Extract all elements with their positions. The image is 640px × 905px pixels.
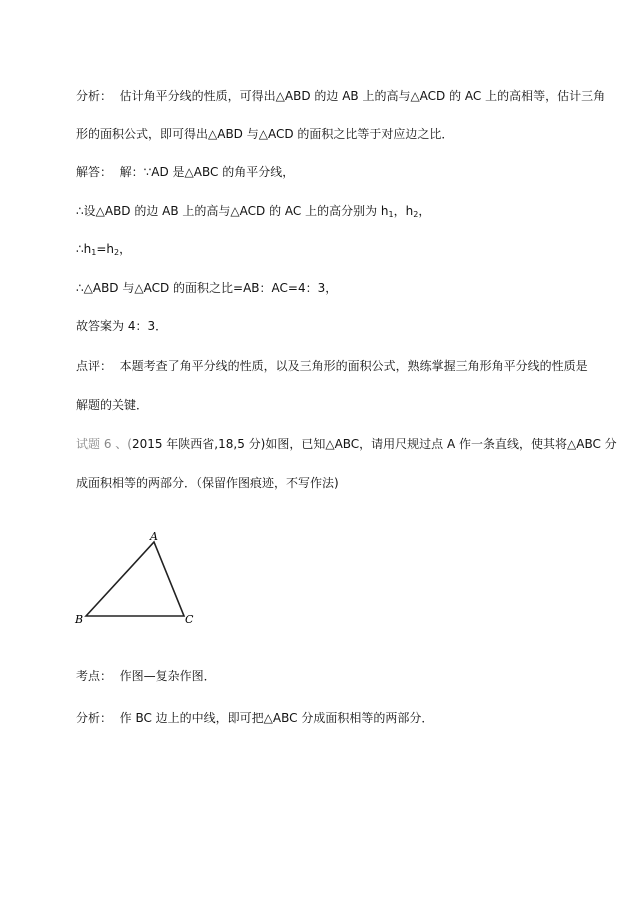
triangle-abc (86, 542, 184, 616)
analysis-2-line (76, 710, 433, 726)
comment-line-2 (76, 397, 148, 413)
analysis-2-label: 分析： (76, 711, 113, 725)
solution-line-1 (76, 164, 294, 180)
analysis-1-line-2 (76, 126, 453, 142)
solution-step-text: =h (96, 242, 115, 256)
kaodian-label: 考点： (76, 669, 113, 683)
problem-6-prefix: 试题 6 、( (76, 437, 132, 451)
solution-label: 解答： (76, 165, 113, 179)
comment-text: 本题考查了角平分线的性质，以及三角形的面积公式，熟练掌握三角形角平分线的性质是 (119, 359, 588, 373)
solution-step-text: ∴h (76, 242, 92, 256)
solution-text: 解：∵AD 是△ABC 的角平分线， (119, 165, 295, 179)
subscript: 1 (91, 248, 97, 257)
vertex-label-c: C (185, 613, 194, 626)
vertex-label-b: B (75, 613, 84, 626)
comment-line-1 (76, 358, 588, 374)
problem-6-text: 2015 年陕西省,18,5 分)如图，已知△ABC，请用尺规过点 A 作一条直线，使其将△ABC 分 (131, 437, 617, 451)
problem-6-text-cont: 成面积相等的两部分．（保留作图痕迹，不写作法) (76, 476, 339, 490)
analysis-2-text: 作 BC 边上的中线，即可把△ABC 分成面积相等的两部分． (119, 711, 434, 725)
solution-line-4 (76, 280, 337, 296)
solution-line-5 (76, 318, 167, 334)
triangle-abc-figure (70, 530, 210, 635)
subscript: 2 (413, 210, 419, 219)
comment-text-cont: 解题的关键． (76, 398, 149, 412)
analysis-1-line-1 (76, 88, 605, 104)
solution-step-text: ∴△ABD 与△ACD 的面积之比=AB：AC=4：3， (76, 281, 338, 295)
problem-6-line-1 (76, 436, 617, 452)
solution-step-text: ，h (393, 204, 414, 218)
solution-step-text: ∴设△ABD 的边 AB 上的高与△ACD 的 AC 上的高分别为 h (76, 204, 389, 218)
kaodian-text: 作图—复杂作图． (119, 669, 216, 683)
solution-line-2 (76, 203, 430, 219)
solution-step-text: ， (119, 242, 132, 256)
vertex-label-a: A (150, 530, 158, 543)
analysis-text-cont: 形的面积公式，即可得出△ABD 与△ACD 的面积之比等于对应边之比． (76, 127, 454, 141)
subscript: 1 (388, 210, 394, 219)
solution-line-3 (76, 241, 131, 257)
subscript: 2 (114, 248, 120, 257)
analysis-text: 估计角平分线的性质，可得出△ABD 的边 AB 上的高与△ACD 的 AC 上的高相等，估计三角 (119, 89, 606, 103)
solution-step-text: ， (418, 204, 431, 218)
kaodian-line (76, 668, 216, 684)
comment-label: 点评： (76, 359, 113, 373)
solution-answer: 故答案为 4：3． (76, 319, 168, 333)
problem-6-line-2 (76, 475, 339, 491)
analysis-label: 分析： (76, 89, 113, 103)
